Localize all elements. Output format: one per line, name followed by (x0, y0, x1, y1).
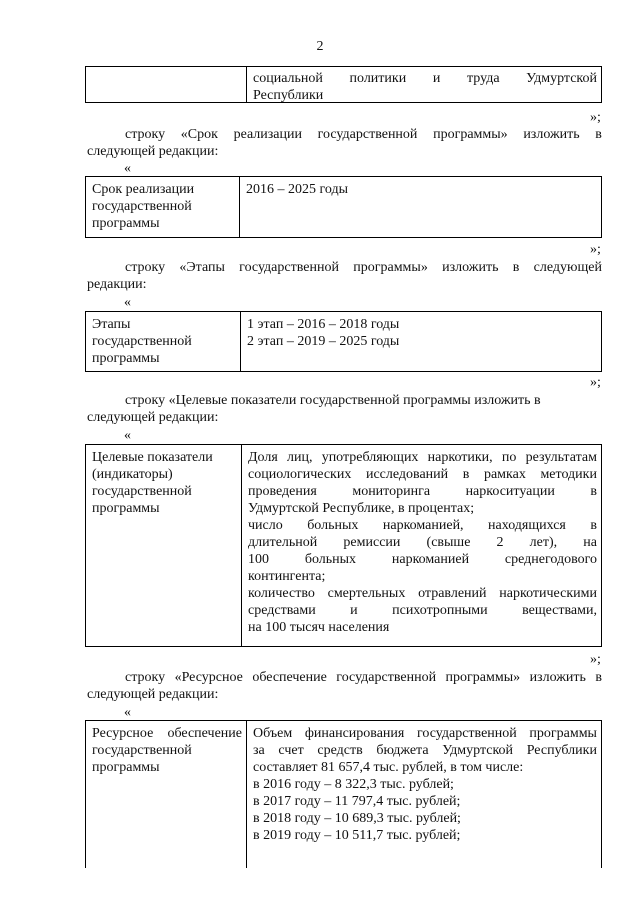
word: больных (304, 552, 357, 567)
cell-line: (индикаторы) (92, 467, 173, 482)
word: в (595, 670, 602, 685)
word: социальной (253, 71, 323, 86)
word: результатам (525, 450, 597, 465)
word: Удмуртской (526, 71, 597, 86)
word: рамках (483, 467, 526, 482)
word: следующей (533, 260, 602, 275)
cell-line: 2 этап – 2019 – 2025 годы (247, 334, 400, 349)
instruction-paragraph (87, 259, 602, 293)
cell-line: программы (92, 351, 160, 366)
table-continuation (85, 66, 602, 103)
word: государственной (336, 670, 437, 685)
cell-line: государственной (92, 484, 192, 499)
closing-quote: »; (590, 110, 601, 125)
word: Объем (253, 726, 293, 741)
instruction-paragraph (87, 126, 602, 160)
word: количество (248, 586, 315, 601)
cell-line: в 2018 году – 10 689,3 тыс. рублей; (253, 811, 461, 826)
table-stages (85, 311, 602, 372)
cell-line (248, 466, 597, 483)
table-right-cell (242, 445, 601, 646)
word: в (590, 518, 597, 533)
table-right-line: Республики (253, 88, 324, 103)
cell-line: в 2016 году – 8 322,3 тыс. рублей; (253, 777, 454, 792)
table-right-cell (240, 177, 601, 237)
word: лиц, (287, 450, 313, 465)
cell-line (248, 551, 597, 568)
word: «Ресурсное (174, 670, 243, 685)
cell-line: программы (92, 216, 160, 231)
word: мониторинга (352, 484, 431, 499)
word: по (501, 450, 517, 465)
word: труда (466, 71, 500, 86)
word: наркотическими (499, 586, 597, 601)
instruction-paragraph (87, 669, 602, 703)
word: в (462, 467, 470, 482)
instruction-paragraph (87, 392, 602, 426)
word: программы» (353, 260, 428, 275)
table-right-cell (247, 721, 601, 868)
cell-line (248, 585, 597, 602)
cell-line: составляет 81 657,4 тыс. рублей, в том числе: (253, 760, 524, 775)
word: ремиссии (343, 535, 401, 550)
paragraph-line: редакции: (87, 277, 147, 292)
cell-line: 2016 – 2025 годы (246, 182, 349, 197)
cell-line: программы (92, 501, 160, 516)
opening-quote: « (124, 428, 131, 443)
cell-line: государственной (92, 334, 192, 349)
word: и (350, 603, 358, 618)
cell-line: Целевые показатели (92, 450, 213, 465)
cell-line: Этапы (92, 317, 131, 332)
word: изложить (523, 127, 580, 142)
word: больных (307, 518, 359, 533)
word: финансирования (304, 726, 405, 741)
word: строку (125, 260, 166, 275)
cell-line: Удмуртской Республике, в процентах; (248, 501, 475, 516)
word: строку (125, 127, 166, 142)
paragraph-line: следующей редакции: (87, 687, 219, 702)
word: государственной (416, 726, 517, 741)
word: наркоманией, (382, 518, 464, 533)
word: среднегодового (504, 552, 597, 567)
opening-quote: « (124, 705, 131, 720)
word: Доля (248, 450, 278, 465)
word: Республики (526, 743, 597, 758)
word: психотропными (392, 603, 488, 618)
closing-quote: »; (590, 375, 601, 390)
table-left-cell (86, 177, 240, 237)
word: бюджета (376, 743, 429, 758)
word: обеспечение (167, 726, 242, 741)
word: исследований (365, 467, 449, 482)
word: методики (540, 467, 597, 482)
word: программы» (433, 127, 508, 142)
word: Ресурсное (92, 726, 154, 741)
cell-line (248, 602, 597, 619)
word: строку (125, 670, 166, 685)
word: в (590, 484, 597, 499)
table-right-cell (241, 312, 601, 371)
word: 2 (496, 535, 504, 550)
table-right-cell (247, 67, 601, 102)
paragraph-line: следующей редакции: (87, 410, 219, 425)
paragraph-line: строку «Целевые показатели государственной программы изложить в (125, 393, 541, 408)
word: обеспечение (252, 670, 327, 685)
cell-line: в 2017 году – 11 797,4 тыс. рублей; (253, 794, 461, 809)
cell-line (248, 534, 597, 551)
word: проведения (248, 484, 317, 499)
cell-line (92, 725, 242, 742)
word: отравлений (418, 586, 487, 601)
word: государственной (239, 260, 339, 275)
word: на (583, 535, 597, 550)
word: смертельных (327, 586, 406, 601)
word: за (253, 743, 265, 758)
cell-line (248, 449, 597, 466)
cell-line: Срок реализации (92, 182, 195, 197)
table-term (85, 176, 602, 238)
cell-line: государственной (92, 199, 192, 214)
word: 100 (248, 552, 269, 567)
table-left-cell (86, 312, 241, 371)
word: наркоситуации (465, 484, 555, 499)
word: «Этапы (179, 260, 225, 275)
word: средств (317, 743, 363, 758)
cell-line: программы (92, 760, 160, 775)
word: реализации (233, 127, 302, 142)
cell-line (253, 725, 597, 742)
word: лет), (529, 535, 558, 550)
cell-line: контингента; (248, 569, 326, 584)
opening-quote: « (124, 161, 131, 176)
table-indicators (85, 444, 602, 647)
word: изложить (529, 670, 586, 685)
cell-line: в 2019 году – 10 511,7 тыс. рублей; (253, 828, 461, 843)
word: и (432, 71, 441, 86)
word: социологических (248, 467, 352, 482)
paragraph-line: следующей редакции: (87, 144, 219, 159)
cell-line: на 100 тысяч населения (248, 620, 390, 635)
table-left-cell (86, 445, 242, 646)
cell-line: государственной (92, 743, 192, 758)
cell-line (248, 517, 597, 534)
word: в (512, 260, 520, 275)
cell-line (248, 483, 597, 500)
word: находящихся (488, 518, 566, 533)
table-resources (85, 720, 602, 868)
word: (свыше (426, 535, 471, 550)
word: изложить (442, 260, 499, 275)
opening-quote: « (124, 295, 131, 310)
word: счет (278, 743, 304, 758)
word: в (595, 127, 602, 142)
closing-quote: »; (590, 652, 601, 667)
word: государственной (317, 127, 418, 142)
word: веществами, (522, 603, 597, 618)
word: длительной (248, 535, 318, 550)
cell-line (253, 742, 597, 759)
word: наркоманией (391, 552, 470, 567)
word: «Срок (180, 127, 218, 142)
word: число (248, 518, 283, 533)
word: наркотики, (427, 450, 493, 465)
word: политики (349, 71, 407, 86)
cell-line: 1 этап – 2016 – 2018 годы (247, 317, 400, 332)
closing-quote: »; (590, 242, 601, 257)
page-number: 2 (316, 39, 324, 54)
table-left-cell (86, 67, 247, 102)
table-right-line (253, 70, 597, 87)
word: употребляющих (321, 450, 419, 465)
word: средствами (248, 603, 316, 618)
word: программы» (445, 670, 521, 685)
word: Удмуртской (442, 743, 514, 758)
word: программы (529, 726, 597, 741)
table-left-cell (86, 721, 247, 868)
